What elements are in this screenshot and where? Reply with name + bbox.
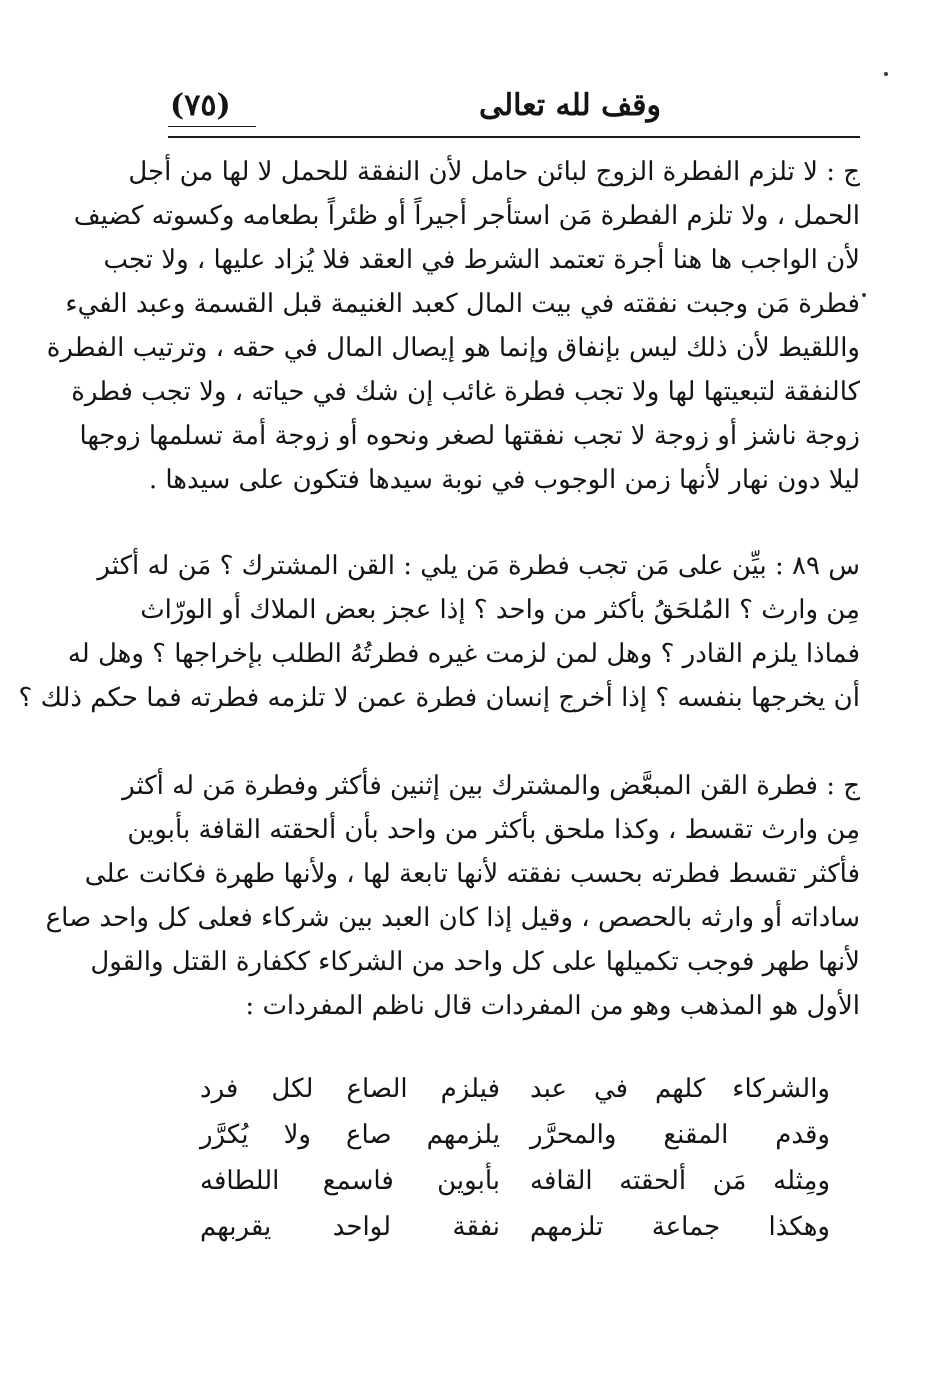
verse-second-hemistich: فيلزم الصاع لكل فرد [200,1074,500,1104]
text-line: مِن وارث تقسط ، وكذا ملحق بأكثر من واحد بأن ألحقته القافة بأبوين [127,815,860,845]
header-rule-short [168,126,256,127]
text-line: لأن الواجب ها هنا أجرة تعتمد الشرط في العقد فلا يُزاد عليها ، ولا تجب [103,245,860,275]
text-line: فطرة مَن وجبت نفقته في بيت المال كعبد الغنيمة قبل القسمة وعبد الفيء [65,289,860,319]
text-line: فماذا يلزم القادر ؟ وهل لمن لزمت غيره فطرتُهُ الطلب بإخراجها ؟ وهل له [67,639,860,669]
running-title: وقف لله تعالى [478,88,662,123]
text-line: كالنفقة لتبعيتها لها ولا تجب فطرة غائب إن شك في حياته ، ولا تجب فطرة [71,377,860,407]
answer-paragraph-2 [45,764,860,1028]
text-line: واللقيط لأن ذلك ليس بإنفاق وإنما هو إيصال المال في حقه ، وترتيب الفطرة [46,333,860,363]
verse-second-hemistich: نفقة لواحد يقربهم [200,1212,500,1242]
verse-first-hemistich: ومِثله مَن ألحقته القافه [530,1166,830,1196]
text-line: س ٨٩ : بيِّن على مَن تجب فطرة مَن يلي : القن المشترك ؟ مَن له أكثر [97,551,860,581]
page-header [170,88,860,132]
text-line: فأكثر تقسط فطرته بحسب نفقته لأنها تابعة لها ، ولأنها طهرة فكانت على [84,859,860,889]
scan-speck [884,72,888,76]
text-line: أن يخرجها بنفسه ؟ إذا أخرج إنسان فطرة عمن لا تلزمه فطرته فما حكم ذلك ؟ [18,683,860,713]
question-89-paragraph [18,544,860,720]
text-line: لأنها طهر فوجب تكميلها على كل واحد من الشركاء ككفارة القتل والقول [90,947,860,977]
text-line: زوجة ناشز أو زوجة لا تجب نفقتها لصغر ونحوه أو زوجة أمة تسلمها زوجها [79,421,860,451]
text-line: ج : فطرة القن المبعَّض والمشترك بين إثنين فأكثر وفطرة مَن له أكثر [122,771,860,801]
verse-first-hemistich: والشركاء كلهم في عبد [530,1074,830,1104]
scan-speck [862,293,866,297]
verse-row [200,1204,830,1250]
text-line: الأول هو المذهب وهو من المفردات قال ناظم المفردات : [245,991,860,1021]
verse-first-hemistich: وهكذا جماعة تلزمهم [530,1212,830,1242]
verse-second-hemistich: يلزمهم صاع ولا يُكرَّر [200,1120,500,1150]
text-line: ليلا دون نهار لأنها زمن الوجوب في نوبة سيدها فتكون على سيدها . [148,465,860,495]
header-rule [168,136,860,138]
verse-row [200,1158,830,1204]
text-line: مِن وارث ؟ المُلحَقُ بأكثر من واحد ؟ إذا عجز بعض الملاك أو الورّاث [140,595,860,625]
page-number: (٧٥) [170,88,231,123]
verse-second-hemistich: بأبوين فاسمع اللطافه [200,1166,500,1196]
text-line: ساداته أو وارثه بالحصص ، وقيل إذا كان العبد بين شركاء فعلى كل واحد صاع [45,903,860,933]
verse-first-hemistich: وقدم المقنع والمحرَّر [530,1120,830,1150]
text-line: ج : لا تلزم الفطرة الزوج لبائن حامل لأن النفقة للحمل لا لها من أجل [128,157,860,187]
text-line: الحمل ، ولا تلزم الفطرة مَن استأجر أجيراً أو ظئراً بطعامه وكسوته كضيف [73,201,860,231]
verse-block [200,1066,830,1250]
verse-row [200,1112,830,1158]
verse-row [200,1066,830,1112]
answer-paragraph-1 [46,150,860,502]
